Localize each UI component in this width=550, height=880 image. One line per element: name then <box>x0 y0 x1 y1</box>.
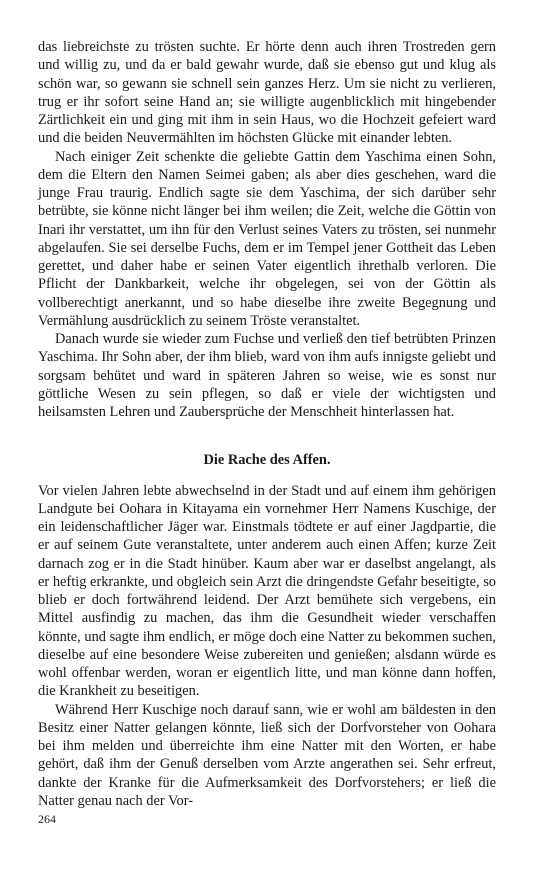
paragraph: Danach wurde sie wieder zum Fuchse und verließ den tief betrübten Prinzen Yaschima. Ihr Sohn aber, der ihm blieb, ward von ihm aufs innigste geliebt und sorgsam behütet und ward in späteren Jahren so weise, wie es sonst nur göttliche Wesen zu sein pflegen, so daß er viele der wichtigsten und heilsamsten Lehren und Zaubersprüche der Menschheit hinterlassen hat. <box>38 331 496 420</box>
paragraph: das liebreichste zu trösten suchte. Er hörte denn auch ihren Trostreden gern und willig zu, und da er bald gewahr wurde, daß sie ebenso gut und klug als schön war, so gewann sie schnell sein ganzes Herz. Um sie nicht zu verlieren, trug er ihr sofort seine Hand an; sie willigte augenblicklich mit hingebender Zärtlichkeit ein und ging mit ihm in sein Haus, wo die Hochzeit gefeiert ward und die beiden Neuvermählten im höchsten Glücke mit einander lebten. <box>38 39 496 147</box>
text-body <box>38 38 496 810</box>
paragraph: Während Herr Kuschige noch darauf sann, wie er wohl am bäldesten in den Besitz einer Natter gelangen könnte, ließ sich der Dorfvorsteher von Oohara bei ihm melden und überreichte ihm eine Natter mit den Worten, er habe gehört, daß ihm der Genuß derselben vom Arzte angerathen sei. Sehr erfreut, dankte der Kranke für die Aufmerksamkeit des Dorfvorstehers; er ließ die Natter genau nach der Vor- <box>38 701 496 809</box>
paragraph: Nach einiger Zeit schenkte die geliebte Gattin dem Yaschima einen Sohn, dem die Eltern den Namen Seimei gaben; als aber dies geschehen, ward die junge Frau traurig. Endlich sagte sie dem Yaschima, der sich darüber sehr betrübte, sie könne nicht länger bei ihm weilen; die Zeit, welche die Göttin von Inari ihr verstattet, um ihn für den Verlust seines Vaters zu trösten, sei nunmehr abgelaufen. Sie sei derselbe Fuchs, dem er im Tempel jener Gottheit das Leben gerettet, und daher habe er seinen Vater eigentlich ihrethalb verloren. Die Pflicht der Dankbarkeit, welche ihr obgelegen, sei von der Göttin als vollberechtigt anerkannt, und so habe dieselbe ihre zweite Begegnung und Vermählung ausdrücklich zu seinem Tröste veranstaltet. <box>38 148 496 329</box>
paragraph: Vor vielen Jahren lebte abwechselnd in der Stadt und auf einem ihm gehörigen Landgute bei Oohara in Kitayama ein vornehmer Herr Namens Kuschige, der ein leidenschaftlicher Jäger war. Einstmals tödtete er auf einer Jagdpartie, die er auf seinem Gute veranstaltete, unter anderem auch einen Affen; kurze Zeit darnach zog er in die Stadt hinüber. Kaum aber war er daselbst angelangt, als er heftig erkrankte, und obgleich sein Arzt die dringendste Gefahr beseitigte, so blieb er doch fortwährend leidend. Der Arzt bemühete sich vergebens, ein Mittel ausfindig zu machen, das ihm die Gesundheit wieder verschaffen könnte, und sagte ihm endlich, er möge doch eine Natter zu bekommen suchen, dieselbe auf eine besondere Weise zubereiten und genießen; alsdann würde es wohl offenbar werden, woran er eigentlich litte, und man könne dann hoffen, die Krankheit zu beseitigen. <box>38 482 496 700</box>
section-heading: Die Rache des Affen. <box>203 452 331 469</box>
page-number: 264 <box>38 812 56 826</box>
